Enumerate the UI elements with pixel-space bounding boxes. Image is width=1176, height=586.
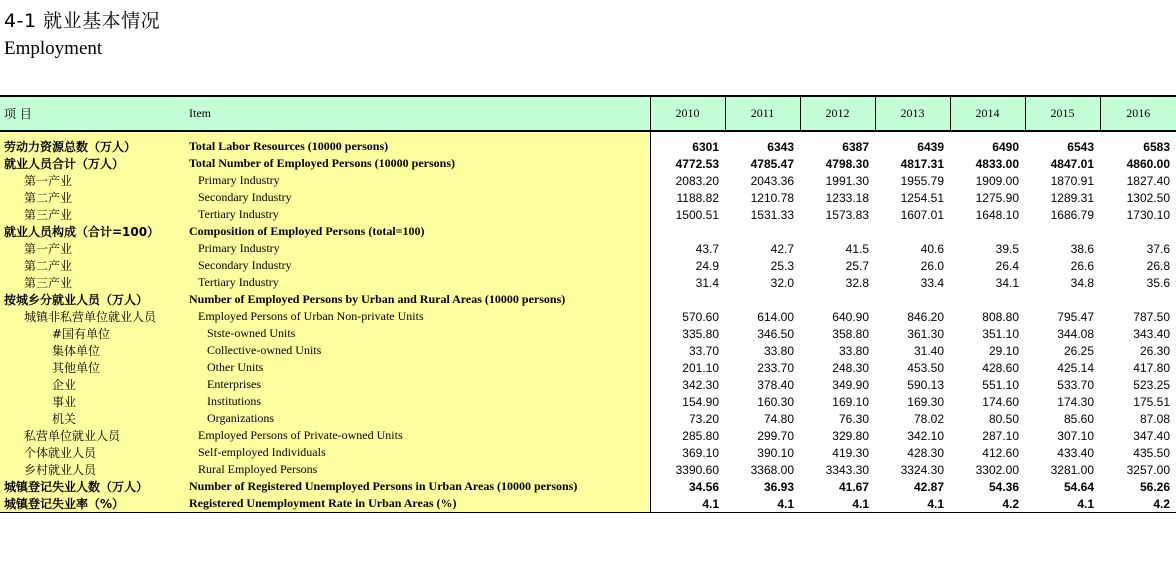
row-label-cn: 城镇登记失业人数（万人） bbox=[0, 478, 186, 495]
row-label-en: Registered Unemployment Rate in Urban Areas (%) bbox=[186, 495, 650, 513]
cell-value-2016: 523.25 bbox=[1100, 376, 1176, 393]
cell-value-2014: 4833.00 bbox=[950, 155, 1025, 172]
cell-value-2011: 1531.33 bbox=[725, 206, 800, 223]
table-row bbox=[0, 376, 1176, 393]
cell-value-2011: 1210.78 bbox=[725, 189, 800, 206]
cell-value-2015: 34.8 bbox=[1025, 274, 1100, 291]
cell-value-2011: 3368.00 bbox=[725, 461, 800, 478]
cell-value-2011: 2043.36 bbox=[725, 172, 800, 189]
cell-value-2013: 846.20 bbox=[875, 308, 950, 325]
cell-value-2011 bbox=[725, 223, 800, 240]
row-label-en: Organizations bbox=[186, 410, 650, 427]
cell-value-2015: 1289.31 bbox=[1025, 189, 1100, 206]
cell-value-2013: 453.50 bbox=[875, 359, 950, 376]
row-label-en: Number of Employed Persons by Urban and Rural Areas (10000 persons) bbox=[186, 291, 650, 308]
cell-value-2010 bbox=[650, 223, 725, 240]
cell-value-2014 bbox=[950, 291, 1025, 308]
page-title-en: Employment bbox=[4, 38, 103, 59]
cell-value-2014: 1648.10 bbox=[950, 206, 1025, 223]
cell-value-2014: 1275.90 bbox=[950, 189, 1025, 206]
table-row bbox=[0, 410, 1176, 427]
cell-value-2013: 42.87 bbox=[875, 478, 950, 495]
cell-value-2011: 6343 bbox=[725, 138, 800, 155]
cell-value-2010: 31.4 bbox=[650, 274, 725, 291]
row-label-en: Employed Persons of Private-owned Units bbox=[186, 427, 650, 444]
row-label-en: Tertiary Industry bbox=[186, 206, 650, 223]
cell-value-2011: 299.70 bbox=[725, 427, 800, 444]
header-year: 2013 bbox=[875, 96, 950, 131]
row-label-en: Tertiary Industry bbox=[186, 274, 650, 291]
cell-value-2012: 25.7 bbox=[800, 257, 875, 274]
cell-value-2013: 6439 bbox=[875, 138, 950, 155]
cell-value-2010 bbox=[650, 291, 725, 308]
cell-value-2014: 26.4 bbox=[950, 257, 1025, 274]
cell-value-2014: 351.10 bbox=[950, 325, 1025, 342]
row-label-cn: 事业 bbox=[0, 393, 186, 410]
cell-value-2012: 1991.30 bbox=[800, 172, 875, 189]
cell-value-2013: 4817.31 bbox=[875, 155, 950, 172]
cell-value-2015: 4847.01 bbox=[1025, 155, 1100, 172]
cell-value-2014: 287.10 bbox=[950, 427, 1025, 444]
cell-value-2016: 37.6 bbox=[1100, 240, 1176, 257]
cell-value-2011: 4785.47 bbox=[725, 155, 800, 172]
cell-value-2016 bbox=[1100, 291, 1176, 308]
header-year: 2014 bbox=[950, 96, 1025, 131]
cell-value-2015: 425.14 bbox=[1025, 359, 1100, 376]
cell-value-2015: 433.40 bbox=[1025, 444, 1100, 461]
cell-value-2016: 417.80 bbox=[1100, 359, 1176, 376]
cell-value-2010: 33.70 bbox=[650, 342, 725, 359]
cell-value-2010: 369.10 bbox=[650, 444, 725, 461]
table-row bbox=[0, 325, 1176, 342]
cell-value-2012: 41.67 bbox=[800, 478, 875, 495]
row-label-en: Other Units bbox=[186, 359, 650, 376]
cell-value-2015: 54.64 bbox=[1025, 478, 1100, 495]
cell-value-2011: 346.50 bbox=[725, 325, 800, 342]
cell-value-2012: 4798.30 bbox=[800, 155, 875, 172]
cell-value-2012: 1233.18 bbox=[800, 189, 875, 206]
header-item-en: Item bbox=[186, 96, 650, 131]
header-year: 2011 bbox=[725, 96, 800, 131]
row-label-cn: 私营单位就业人员 bbox=[0, 427, 186, 444]
row-label-cn: 第三产业 bbox=[0, 274, 186, 291]
cell-value-2016: 347.40 bbox=[1100, 427, 1176, 444]
row-label-en: Self-employed Individuals bbox=[186, 444, 650, 461]
row-label-cn: 其他单位 bbox=[0, 359, 186, 376]
cell-value-2016 bbox=[1100, 223, 1176, 240]
cell-value-2015: 307.10 bbox=[1025, 427, 1100, 444]
cell-value-2014: 80.50 bbox=[950, 410, 1025, 427]
header-year: 2015 bbox=[1025, 96, 1100, 131]
table-row bbox=[0, 461, 1176, 478]
cell-value-2014: 174.60 bbox=[950, 393, 1025, 410]
table-row bbox=[0, 478, 1176, 495]
row-label-en: Rural Employed Persons bbox=[186, 461, 650, 478]
table-header-row bbox=[0, 96, 1176, 131]
cell-value-2015: 3281.00 bbox=[1025, 461, 1100, 478]
cell-value-2012 bbox=[800, 291, 875, 308]
cell-value-2012: 6387 bbox=[800, 138, 875, 155]
cell-value-2011: 233.70 bbox=[725, 359, 800, 376]
table-row bbox=[0, 393, 1176, 410]
row-label-en: Composition of Employed Persons (total=100) bbox=[186, 223, 650, 240]
table-row bbox=[0, 189, 1176, 206]
cell-value-2016: 35.6 bbox=[1100, 274, 1176, 291]
table-row bbox=[0, 206, 1176, 223]
cell-value-2016: 175.51 bbox=[1100, 393, 1176, 410]
cell-value-2015: 38.6 bbox=[1025, 240, 1100, 257]
cell-value-2010: 73.20 bbox=[650, 410, 725, 427]
cell-value-2012 bbox=[800, 223, 875, 240]
cell-value-2015: 533.70 bbox=[1025, 376, 1100, 393]
cell-value-2014 bbox=[950, 223, 1025, 240]
table-row bbox=[0, 240, 1176, 257]
cell-value-2010: 34.56 bbox=[650, 478, 725, 495]
cell-value-2010: 1188.82 bbox=[650, 189, 725, 206]
table-row bbox=[0, 308, 1176, 325]
table-row bbox=[0, 172, 1176, 189]
cell-value-2012: 3343.30 bbox=[800, 461, 875, 478]
cell-value-2011: 160.30 bbox=[725, 393, 800, 410]
row-label-en: Employed Persons of Urban Non-private Units bbox=[186, 308, 650, 325]
cell-value-2011: 74.80 bbox=[725, 410, 800, 427]
cell-value-2013 bbox=[875, 223, 950, 240]
cell-value-2014: 428.60 bbox=[950, 359, 1025, 376]
cell-value-2015: 6543 bbox=[1025, 138, 1100, 155]
cell-value-2015: 344.08 bbox=[1025, 325, 1100, 342]
cell-value-2015: 4.1 bbox=[1025, 495, 1100, 513]
cell-value-2015: 1686.79 bbox=[1025, 206, 1100, 223]
row-label-cn: #国有单位 bbox=[0, 325, 186, 342]
table-row bbox=[0, 359, 1176, 376]
table-row bbox=[0, 427, 1176, 444]
cell-value-2014: 3302.00 bbox=[950, 461, 1025, 478]
row-label-en: Primary Industry bbox=[186, 240, 650, 257]
cell-value-2016: 56.26 bbox=[1100, 478, 1176, 495]
cell-value-2016: 1302.50 bbox=[1100, 189, 1176, 206]
cell-value-2015: 26.25 bbox=[1025, 342, 1100, 359]
cell-value-2013: 78.02 bbox=[875, 410, 950, 427]
cell-value-2011: 33.80 bbox=[725, 342, 800, 359]
row-label-cn: 第一产业 bbox=[0, 172, 186, 189]
cell-value-2011: 390.10 bbox=[725, 444, 800, 461]
cell-value-2015 bbox=[1025, 291, 1100, 308]
cell-value-2013: 1254.51 bbox=[875, 189, 950, 206]
cell-value-2012: 76.30 bbox=[800, 410, 875, 427]
cell-value-2013: 590.13 bbox=[875, 376, 950, 393]
cell-value-2015 bbox=[1025, 223, 1100, 240]
cell-value-2010: 2083.20 bbox=[650, 172, 725, 189]
cell-value-2016: 1730.10 bbox=[1100, 206, 1176, 223]
cell-value-2010: 285.80 bbox=[650, 427, 725, 444]
cell-value-2013 bbox=[875, 291, 950, 308]
cell-value-2012: 169.10 bbox=[800, 393, 875, 410]
cell-value-2012: 41.5 bbox=[800, 240, 875, 257]
cell-value-2012: 248.30 bbox=[800, 359, 875, 376]
cell-value-2016: 6583 bbox=[1100, 138, 1176, 155]
cell-value-2011: 25.3 bbox=[725, 257, 800, 274]
row-label-cn: 第三产业 bbox=[0, 206, 186, 223]
page-title-cn: 4-1 就业基本情况 bbox=[4, 10, 161, 32]
row-label-cn: 集体单位 bbox=[0, 342, 186, 359]
cell-value-2014: 4.2 bbox=[950, 495, 1025, 513]
row-label-cn: 就业人员构成（合计=100） bbox=[0, 223, 186, 240]
cell-value-2013: 31.40 bbox=[875, 342, 950, 359]
cell-value-2016: 4.2 bbox=[1100, 495, 1176, 513]
cell-value-2013: 342.10 bbox=[875, 427, 950, 444]
cell-value-2010: 201.10 bbox=[650, 359, 725, 376]
cell-value-2011: 36.93 bbox=[725, 478, 800, 495]
cell-value-2012: 33.80 bbox=[800, 342, 875, 359]
row-label-en: Enterprises bbox=[186, 376, 650, 393]
table-row bbox=[0, 138, 1176, 155]
row-label-cn: 第二产业 bbox=[0, 189, 186, 206]
cell-value-2013: 361.30 bbox=[875, 325, 950, 342]
cell-value-2015: 1870.91 bbox=[1025, 172, 1100, 189]
row-label-cn: 机关 bbox=[0, 410, 186, 427]
cell-value-2014: 1909.00 bbox=[950, 172, 1025, 189]
header-item-cn: 项 目 bbox=[0, 96, 186, 131]
row-label-en: Total Labor Resources (10000 persons) bbox=[186, 138, 650, 155]
table-row bbox=[0, 155, 1176, 172]
row-label-en: Total Number of Employed Persons (10000 persons) bbox=[186, 155, 650, 172]
cell-value-2013: 26.0 bbox=[875, 257, 950, 274]
cell-value-2010: 6301 bbox=[650, 138, 725, 155]
row-label-cn: 就业人员合计（万人） bbox=[0, 155, 186, 172]
cell-value-2015: 795.47 bbox=[1025, 308, 1100, 325]
cell-value-2016: 787.50 bbox=[1100, 308, 1176, 325]
cell-value-2016: 435.50 bbox=[1100, 444, 1176, 461]
cell-value-2010: 154.90 bbox=[650, 393, 725, 410]
cell-value-2010: 335.80 bbox=[650, 325, 725, 342]
cell-value-2010: 4772.53 bbox=[650, 155, 725, 172]
row-label-en: Stste-owned Units bbox=[186, 325, 650, 342]
cell-value-2016: 26.8 bbox=[1100, 257, 1176, 274]
table-row bbox=[0, 291, 1176, 308]
cell-value-2015: 26.6 bbox=[1025, 257, 1100, 274]
cell-value-2011: 42.7 bbox=[725, 240, 800, 257]
row-label-cn: 第二产业 bbox=[0, 257, 186, 274]
table-row bbox=[0, 223, 1176, 240]
cell-value-2013: 4.1 bbox=[875, 495, 950, 513]
cell-value-2011: 378.40 bbox=[725, 376, 800, 393]
cell-value-2014: 39.5 bbox=[950, 240, 1025, 257]
cell-value-2012: 419.30 bbox=[800, 444, 875, 461]
cell-value-2016: 1827.40 bbox=[1100, 172, 1176, 189]
header-year: 2016 bbox=[1100, 96, 1176, 131]
table-row bbox=[0, 274, 1176, 291]
cell-value-2013: 1607.01 bbox=[875, 206, 950, 223]
cell-value-2013: 40.6 bbox=[875, 240, 950, 257]
cell-value-2010: 24.9 bbox=[650, 257, 725, 274]
cell-value-2013: 169.30 bbox=[875, 393, 950, 410]
cell-value-2011 bbox=[725, 291, 800, 308]
cell-value-2014: 29.10 bbox=[950, 342, 1025, 359]
table-row bbox=[0, 444, 1176, 461]
row-label-cn: 城镇登记失业率（%） bbox=[0, 495, 186, 513]
cell-value-2011: 4.1 bbox=[725, 495, 800, 513]
row-label-en: Secondary Industry bbox=[186, 189, 650, 206]
cell-value-2014: 6490 bbox=[950, 138, 1025, 155]
table-spacer bbox=[0, 131, 1176, 138]
cell-value-2016: 26.30 bbox=[1100, 342, 1176, 359]
header-year: 2012 bbox=[800, 96, 875, 131]
cell-value-2012: 349.90 bbox=[800, 376, 875, 393]
cell-value-2014: 808.80 bbox=[950, 308, 1025, 325]
cell-value-2013: 3324.30 bbox=[875, 461, 950, 478]
row-label-cn: 按城乡分就业人员（万人） bbox=[0, 291, 186, 308]
cell-value-2015: 174.30 bbox=[1025, 393, 1100, 410]
row-label-en: Number of Registered Unemployed Persons in Urban Areas (10000 persons) bbox=[186, 478, 650, 495]
cell-value-2010: 4.1 bbox=[650, 495, 725, 513]
cell-value-2014: 551.10 bbox=[950, 376, 1025, 393]
cell-value-2012: 640.90 bbox=[800, 308, 875, 325]
row-label-en: Institutions bbox=[186, 393, 650, 410]
row-label-cn: 企业 bbox=[0, 376, 186, 393]
cell-value-2012: 4.1 bbox=[800, 495, 875, 513]
cell-value-2010: 1500.51 bbox=[650, 206, 725, 223]
row-label-en: Primary Industry bbox=[186, 172, 650, 189]
table-row bbox=[0, 342, 1176, 359]
employment-table bbox=[0, 95, 1176, 513]
table-body bbox=[0, 131, 1176, 513]
cell-value-2012: 32.8 bbox=[800, 274, 875, 291]
cell-value-2016: 3257.00 bbox=[1100, 461, 1176, 478]
cell-value-2013: 1955.79 bbox=[875, 172, 950, 189]
row-label-cn: 城镇非私营单位就业人员 bbox=[0, 308, 186, 325]
cell-value-2016: 343.40 bbox=[1100, 325, 1176, 342]
cell-value-2011: 32.0 bbox=[725, 274, 800, 291]
row-label-cn: 个体就业人员 bbox=[0, 444, 186, 461]
cell-value-2012: 1573.83 bbox=[800, 206, 875, 223]
cell-value-2010: 342.30 bbox=[650, 376, 725, 393]
row-label-en: Collective-owned Units bbox=[186, 342, 650, 359]
cell-value-2012: 358.80 bbox=[800, 325, 875, 342]
cell-value-2010: 43.7 bbox=[650, 240, 725, 257]
cell-value-2016: 4860.00 bbox=[1100, 155, 1176, 172]
cell-value-2011: 614.00 bbox=[725, 308, 800, 325]
table-row bbox=[0, 257, 1176, 274]
cell-value-2010: 3390.60 bbox=[650, 461, 725, 478]
cell-value-2010: 570.60 bbox=[650, 308, 725, 325]
row-label-cn: 第一产业 bbox=[0, 240, 186, 257]
header-year: 2010 bbox=[650, 96, 725, 131]
cell-value-2013: 33.4 bbox=[875, 274, 950, 291]
row-label-cn: 乡村就业人员 bbox=[0, 461, 186, 478]
row-label-cn: 劳动力资源总数（万人） bbox=[0, 138, 186, 155]
cell-value-2015: 85.60 bbox=[1025, 410, 1100, 427]
cell-value-2013: 428.30 bbox=[875, 444, 950, 461]
row-label-en: Secondary Industry bbox=[186, 257, 650, 274]
cell-value-2014: 34.1 bbox=[950, 274, 1025, 291]
cell-value-2016: 87.08 bbox=[1100, 410, 1176, 427]
cell-value-2012: 329.80 bbox=[800, 427, 875, 444]
cell-value-2014: 54.36 bbox=[950, 478, 1025, 495]
table-row bbox=[0, 495, 1176, 513]
cell-value-2014: 412.60 bbox=[950, 444, 1025, 461]
